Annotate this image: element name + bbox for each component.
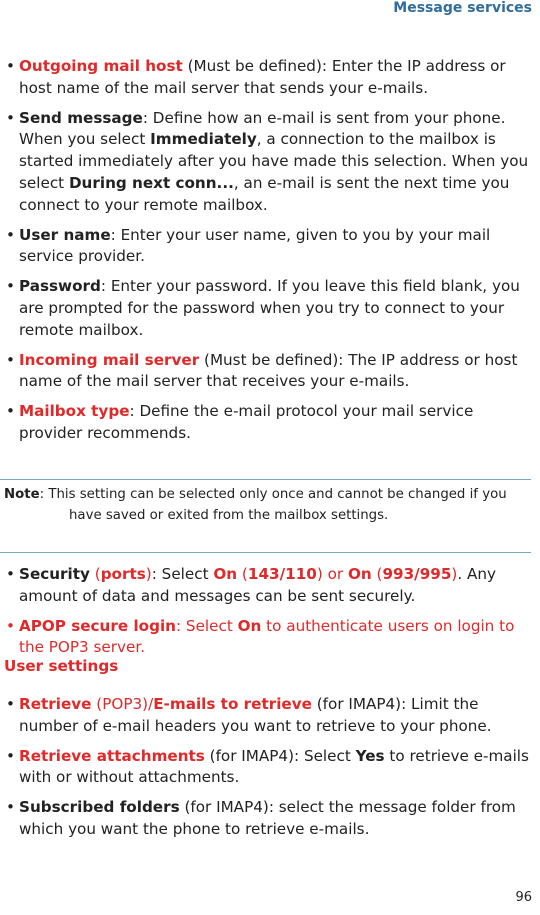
note-box — [0, 479, 531, 553]
section-header: Message services — [393, 0, 532, 16]
security-list — [6, 564, 534, 667]
note-text: Note: This setting can be selected only once and cannot be changed if you have saved or exited from the mailbox settings. — [4, 487, 507, 523]
list-item-user-name: • User name: Enter your user name, given to you by your mail service provider. — [6, 225, 534, 269]
user-settings-list — [6, 694, 534, 849]
list-item-retrieve: • Retrieve (POP3)/E-mails to retrieve (for IMAP4): Limit the number of e-mail headers you want to retrieve to your phone. — [6, 694, 534, 738]
list-item-password: • Password: Enter your password. If you leave this field blank, you are prompted for the password when you try to connect to your remote mailbox. — [6, 276, 534, 341]
list-item-send-message: • Send message: Define how an e-mail is sent from your phone. When you select Immediately, a connection to the mailbox is started immediately after you have made this selection. When you select During next conn..., an e-mail is sent the next time you connect to your remote mailbox. — [6, 108, 534, 217]
list-item-security: • Security (ports): Select On (143/110) or On (993/995). Any amount of data and messages can be sent securely. — [6, 564, 534, 608]
list-item-subscribed-folders: • Subscribed folders (for IMAP4): select the message folder from which you want the phone to retrieve e-mails. — [6, 797, 534, 841]
user-settings-heading: User settings — [4, 657, 119, 675]
settings-list — [6, 56, 534, 453]
list-item-mailbox-type: • Mailbox type: Define the e-mail protocol your mail service provider recommends. — [6, 401, 534, 445]
list-item-apop-secure-login: • APOP secure login: Select On to authenticate users on login to the POP3 server. — [6, 616, 534, 660]
page-number: 96 — [515, 890, 532, 905]
list-item-incoming-mail-server: • Incoming mail server (Must be defined): The IP address or host name of the mail server that receives your e-mails. — [6, 350, 534, 394]
list-item-outgoing-mail-host: • Outgoing mail host (Must be defined): Enter the IP address or host name of the mail server that sends your e-mails. — [6, 56, 534, 100]
list-item-retrieve-attachments: • Retrieve attachments (for IMAP4): Select Yes to retrieve e-mails with or without attachments. — [6, 746, 534, 790]
